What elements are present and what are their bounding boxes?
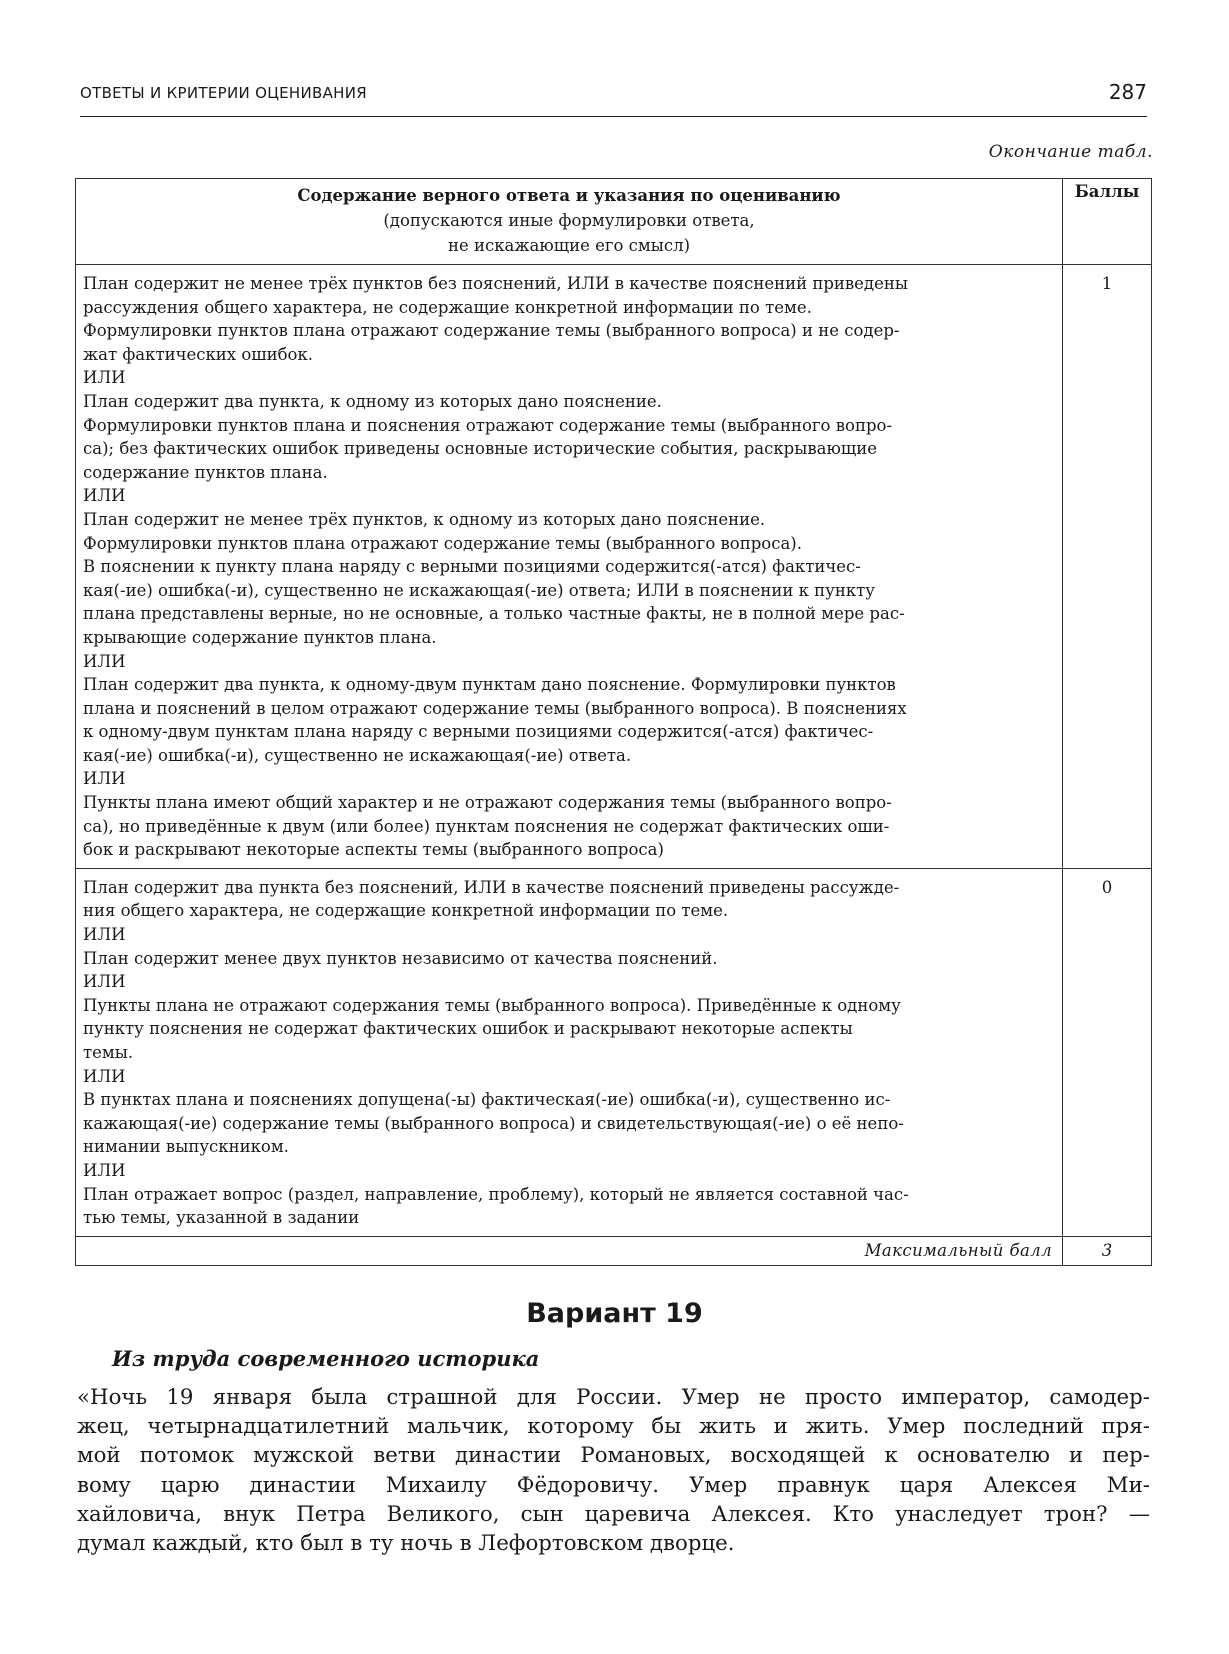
criteria-line: Формулировки пунктов плана отражают содержание темы (выбранного вопроса) и не содер- bbox=[83, 321, 900, 341]
criteria-line: жат фактических ошибок. bbox=[83, 344, 314, 364]
table-row bbox=[76, 868, 1152, 1236]
criteria-line: План содержит менее двух пунктов независимо от качества пояснений. bbox=[83, 948, 718, 968]
source-text-line: вому царю династии Михаилу Фёдоровичу. Умер правнук царя Алексея Ми- bbox=[77, 1472, 1150, 1498]
criteria-cell bbox=[76, 868, 1063, 1236]
criteria-line: ИЛИ bbox=[83, 1066, 126, 1086]
max-score-value: 3 bbox=[1063, 1236, 1152, 1266]
source-heading: Из труда современного историка bbox=[112, 1346, 540, 1371]
source-text-line: мой потомок мужской ветви династии Романовых, восходящей к основателю и пер- bbox=[77, 1443, 1150, 1469]
criteria-line: пункту пояснения не содержат фактических ошибок и раскрывают некоторые аспекты bbox=[83, 1019, 853, 1039]
source-text bbox=[77, 1383, 1150, 1558]
criteria-line: са), но приведённые к двум (или более) пунктам пояснения не содержат фактических оши- bbox=[83, 816, 890, 836]
criteria-line: са); без фактических ошибок приведены основные исторические события, раскрывающие bbox=[83, 439, 877, 459]
criteria-line: Пункты плана имеют общий характер и не отражают содержания темы (выбранного вопро- bbox=[83, 793, 892, 813]
criteria-line: кажающая(-ие) содержание темы (выбранного вопроса) и свидетельствующая(-ие) о её непо- bbox=[83, 1113, 904, 1133]
criteria-line: к одному-двум пунктам плана наряду с верными позициями содержится(-атся) фактичес- bbox=[83, 722, 874, 742]
criteria-line: План отражает вопрос (раздел, направление, проблему), который не является составной час- bbox=[83, 1184, 909, 1204]
running-head bbox=[80, 80, 1147, 117]
table-header-row bbox=[76, 179, 1152, 265]
criteria-line: План содержит два пункта, к одному-двум пунктам дано пояснение. Формулировки пунктов bbox=[83, 675, 896, 695]
criteria-line: рассуждения общего характера, не содержащие конкретной информации по теме. bbox=[83, 297, 812, 317]
table-footer-row bbox=[76, 1236, 1152, 1266]
source-text-line: жец, четырнадцатилетний мальчик, которому бы жить и жить. Умер последний пря- bbox=[77, 1414, 1150, 1440]
content-header-sub: (допускаются иные формулировки ответа, bbox=[383, 211, 755, 230]
running-title: ОТВЕТЫ И КРИТЕРИИ ОЦЕНИВАНИЯ bbox=[80, 84, 368, 102]
criteria-line: План содержит два пункта, к одному из которых дано пояснение. bbox=[83, 391, 662, 411]
criteria-line: ния общего характера, не содержащие конкретной информации по теме. bbox=[83, 901, 729, 921]
criteria-line: В пояснении к пункту плана наряду с верными позициями содержится(-атся) фактичес- bbox=[83, 557, 861, 577]
criteria-line: плана и пояснений в целом отражают содержание темы (выбранного вопроса). В пояснениях bbox=[83, 698, 907, 718]
criteria-line: План содержит два пункта без пояснений, ИЛИ в качестве пояснений приведены рассужде- bbox=[83, 877, 900, 897]
points-column-header: Баллы bbox=[1063, 179, 1152, 265]
criteria-line: крывающие содержание пунктов плана. bbox=[83, 627, 437, 647]
page-number: 287 bbox=[1108, 80, 1147, 104]
criteria-line: темы. bbox=[83, 1043, 134, 1062]
criteria-line: ИЛИ bbox=[83, 651, 126, 671]
source-text-line: думал каждый, кто был в ту ночь в Лефортовском дворце. bbox=[77, 1531, 735, 1557]
criteria-line: ИЛИ bbox=[83, 368, 126, 388]
criteria-line: Пункты плана не отражают содержания темы (выбранного вопроса). Приведённые к одному bbox=[83, 995, 901, 1015]
points-cell: 1 bbox=[1063, 265, 1152, 869]
criteria-line: Формулировки пунктов плана отражают содержание темы (выбранного вопроса). bbox=[83, 533, 802, 553]
content-header-title: Содержание верного ответа и указания по оцениванию bbox=[297, 186, 841, 205]
source-text-line: хайловича, внук Петра Великого, сын царевича Алексея. Кто унаследует трон? — bbox=[77, 1501, 1150, 1527]
criteria-line: План содержит не менее трёх пунктов, к одному из которых дано пояснение. bbox=[83, 509, 766, 529]
criteria-line: кая(-ие) ошибка(-и), существенно не искажающая(-ие) ответа; ИЛИ в пояснении к пункту bbox=[83, 580, 875, 600]
criteria-line: ИЛИ bbox=[83, 972, 126, 992]
criteria-table bbox=[75, 178, 1152, 1266]
criteria-line: План содержит не менее трёх пунктов без пояснений, ИЛИ в качестве пояснений приведены bbox=[83, 274, 908, 293]
criteria-line: В пунктах плана и пояснениях допущена(-ы) фактическая(-ие) ошибка(-и), существенно ис- bbox=[83, 1090, 891, 1110]
criteria-line: содержание пунктов плана. bbox=[83, 462, 328, 482]
criteria-line: Формулировки пунктов плана и пояснения отражают содержание темы (выбранного вопро- bbox=[83, 415, 893, 435]
content-column-header bbox=[76, 179, 1063, 265]
criteria-line: ИЛИ bbox=[83, 1160, 126, 1180]
content-header-sub: не искажающие его смысл) bbox=[447, 236, 691, 255]
source-text-line: «Ночь 19 января была страшной для России. Умер не просто император, самодер- bbox=[77, 1385, 1150, 1410]
criteria-line: тью темы, указанной в задании bbox=[83, 1208, 360, 1228]
criteria-line: кая(-ие) ошибка(-и), существенно не искажающая(-ие) ответа. bbox=[83, 745, 632, 765]
criteria-line: ИЛИ bbox=[83, 925, 126, 945]
criteria-line: ИЛИ bbox=[83, 486, 126, 506]
max-score-label: Максимальный балл bbox=[76, 1236, 1063, 1266]
criteria-line: плана представлены верные, но не основные, а только частные факты, не в полной мере рас- bbox=[83, 604, 905, 624]
criteria-line: бок и раскрывают некоторые аспекты темы (выбранного вопроса) bbox=[83, 840, 664, 860]
variant-title: Вариант 19 bbox=[526, 1298, 703, 1329]
criteria-cell bbox=[76, 265, 1063, 869]
table-caption: Окончание табл. bbox=[988, 142, 1153, 162]
points-cell: 0 bbox=[1063, 868, 1152, 1236]
criteria-line: ИЛИ bbox=[83, 769, 126, 789]
criteria-line: нимании выпускником. bbox=[83, 1137, 289, 1157]
table-row bbox=[76, 265, 1152, 869]
